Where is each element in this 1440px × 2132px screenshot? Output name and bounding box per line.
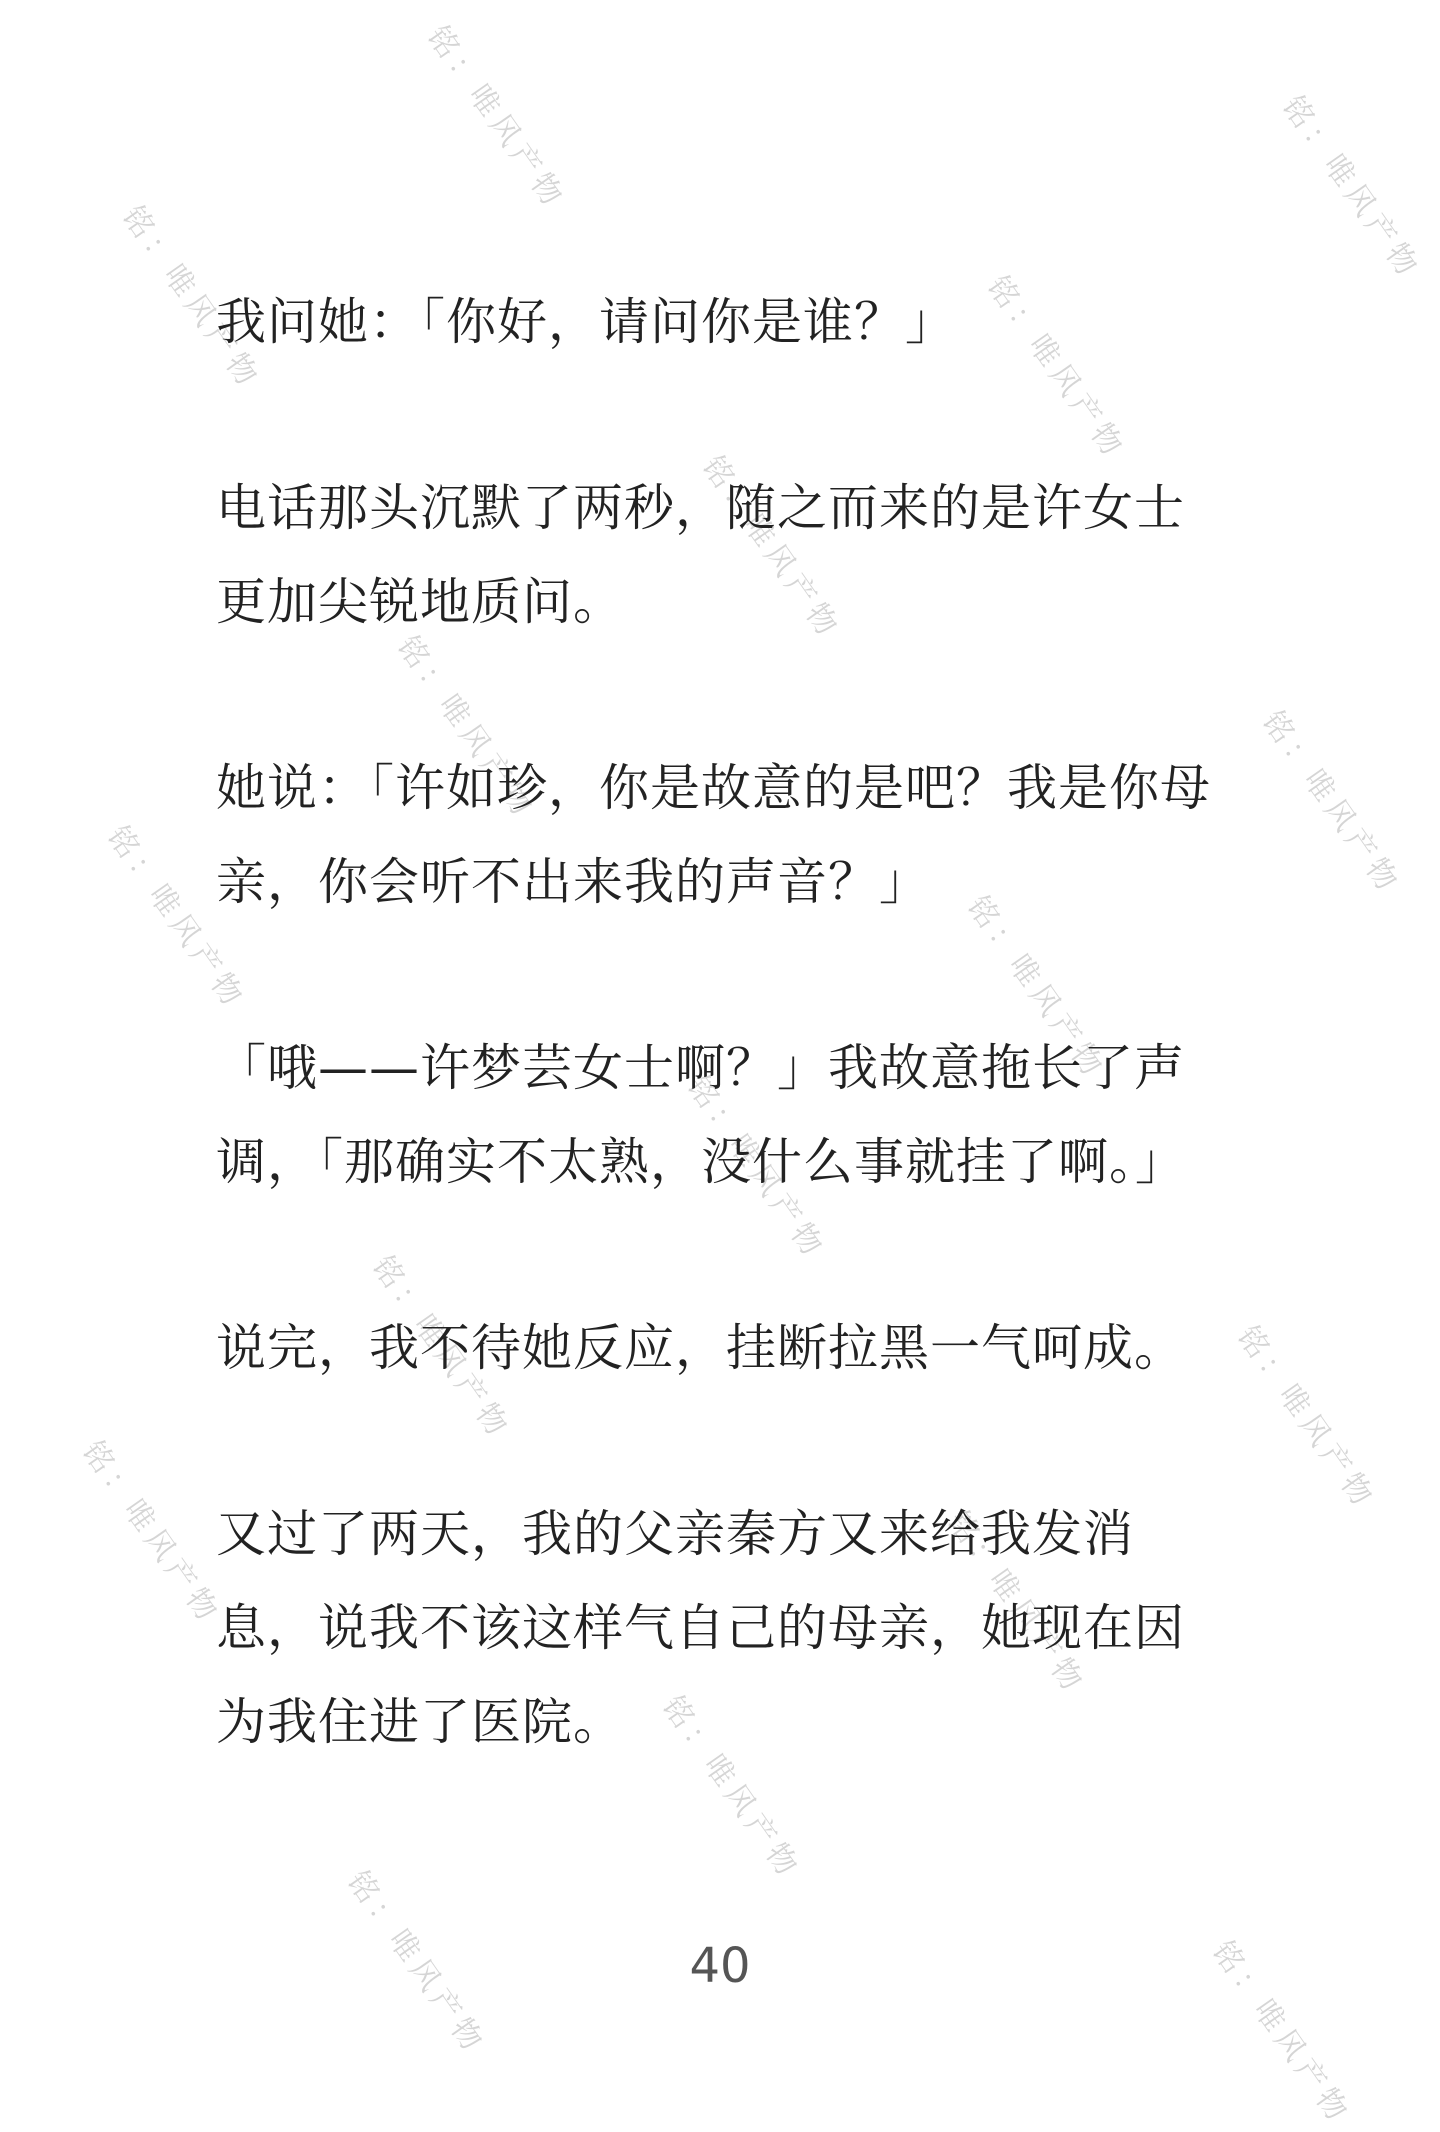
watermark: 铭：唯风产物 [939,1504,1093,1702]
page-number: 40 [689,1938,751,1994]
paragraph: 说完，我不待她反应，挂断拉黑一气呵成。 [216,1319,1185,1377]
paragraph: 电话那头沉默了两秒，随之而来的是许女士更加尖锐地质问。 [216,479,1185,631]
watermark: 铭：唯风产物 [339,1864,493,2062]
watermark: 铭：唯风产物 [1254,704,1408,902]
watermark: 铭：唯风产物 [654,1689,808,1887]
watermark: 铭：唯风产物 [694,449,848,647]
watermark: 铭：唯风产物 [364,1249,518,1447]
watermark: 铭：唯风产物 [99,819,253,1017]
watermark: 铭：唯风产物 [1274,89,1428,287]
watermark: 铭：唯风产物 [74,1434,228,1632]
watermark: 铭：唯风产物 [1229,1319,1383,1517]
watermark: 铭：唯风产物 [389,629,543,827]
watermark: 铭：唯风产物 [959,889,1113,1087]
watermark: 铭：唯风产物 [679,1069,833,1267]
paragraph: 「哦——许梦芸女士啊？」我故意拖长了声调，「那确实不太熟，没什么事就挂了啊。」 [216,1039,1186,1191]
watermark: 铭：唯风产物 [979,269,1133,467]
paragraph: 又过了两天，我的父亲秦方又来给我发消息，说我不该这样气自己的母亲，她现在因为我住进了医院。 [216,1505,1185,1751]
watermark: 铭：唯风产物 [114,199,268,397]
paragraph: 我问她：「你好，请问你是谁？」 [216,293,956,351]
paragraph: 她说：「许如珍，你是故意的是吧？我是你母亲，你会听不出来我的声音？」 [216,759,1211,911]
story-text [216,275,1226,1861]
watermark: 铭：唯风产物 [1204,1934,1358,2132]
watermark: 铭：唯风产物 [419,19,573,217]
